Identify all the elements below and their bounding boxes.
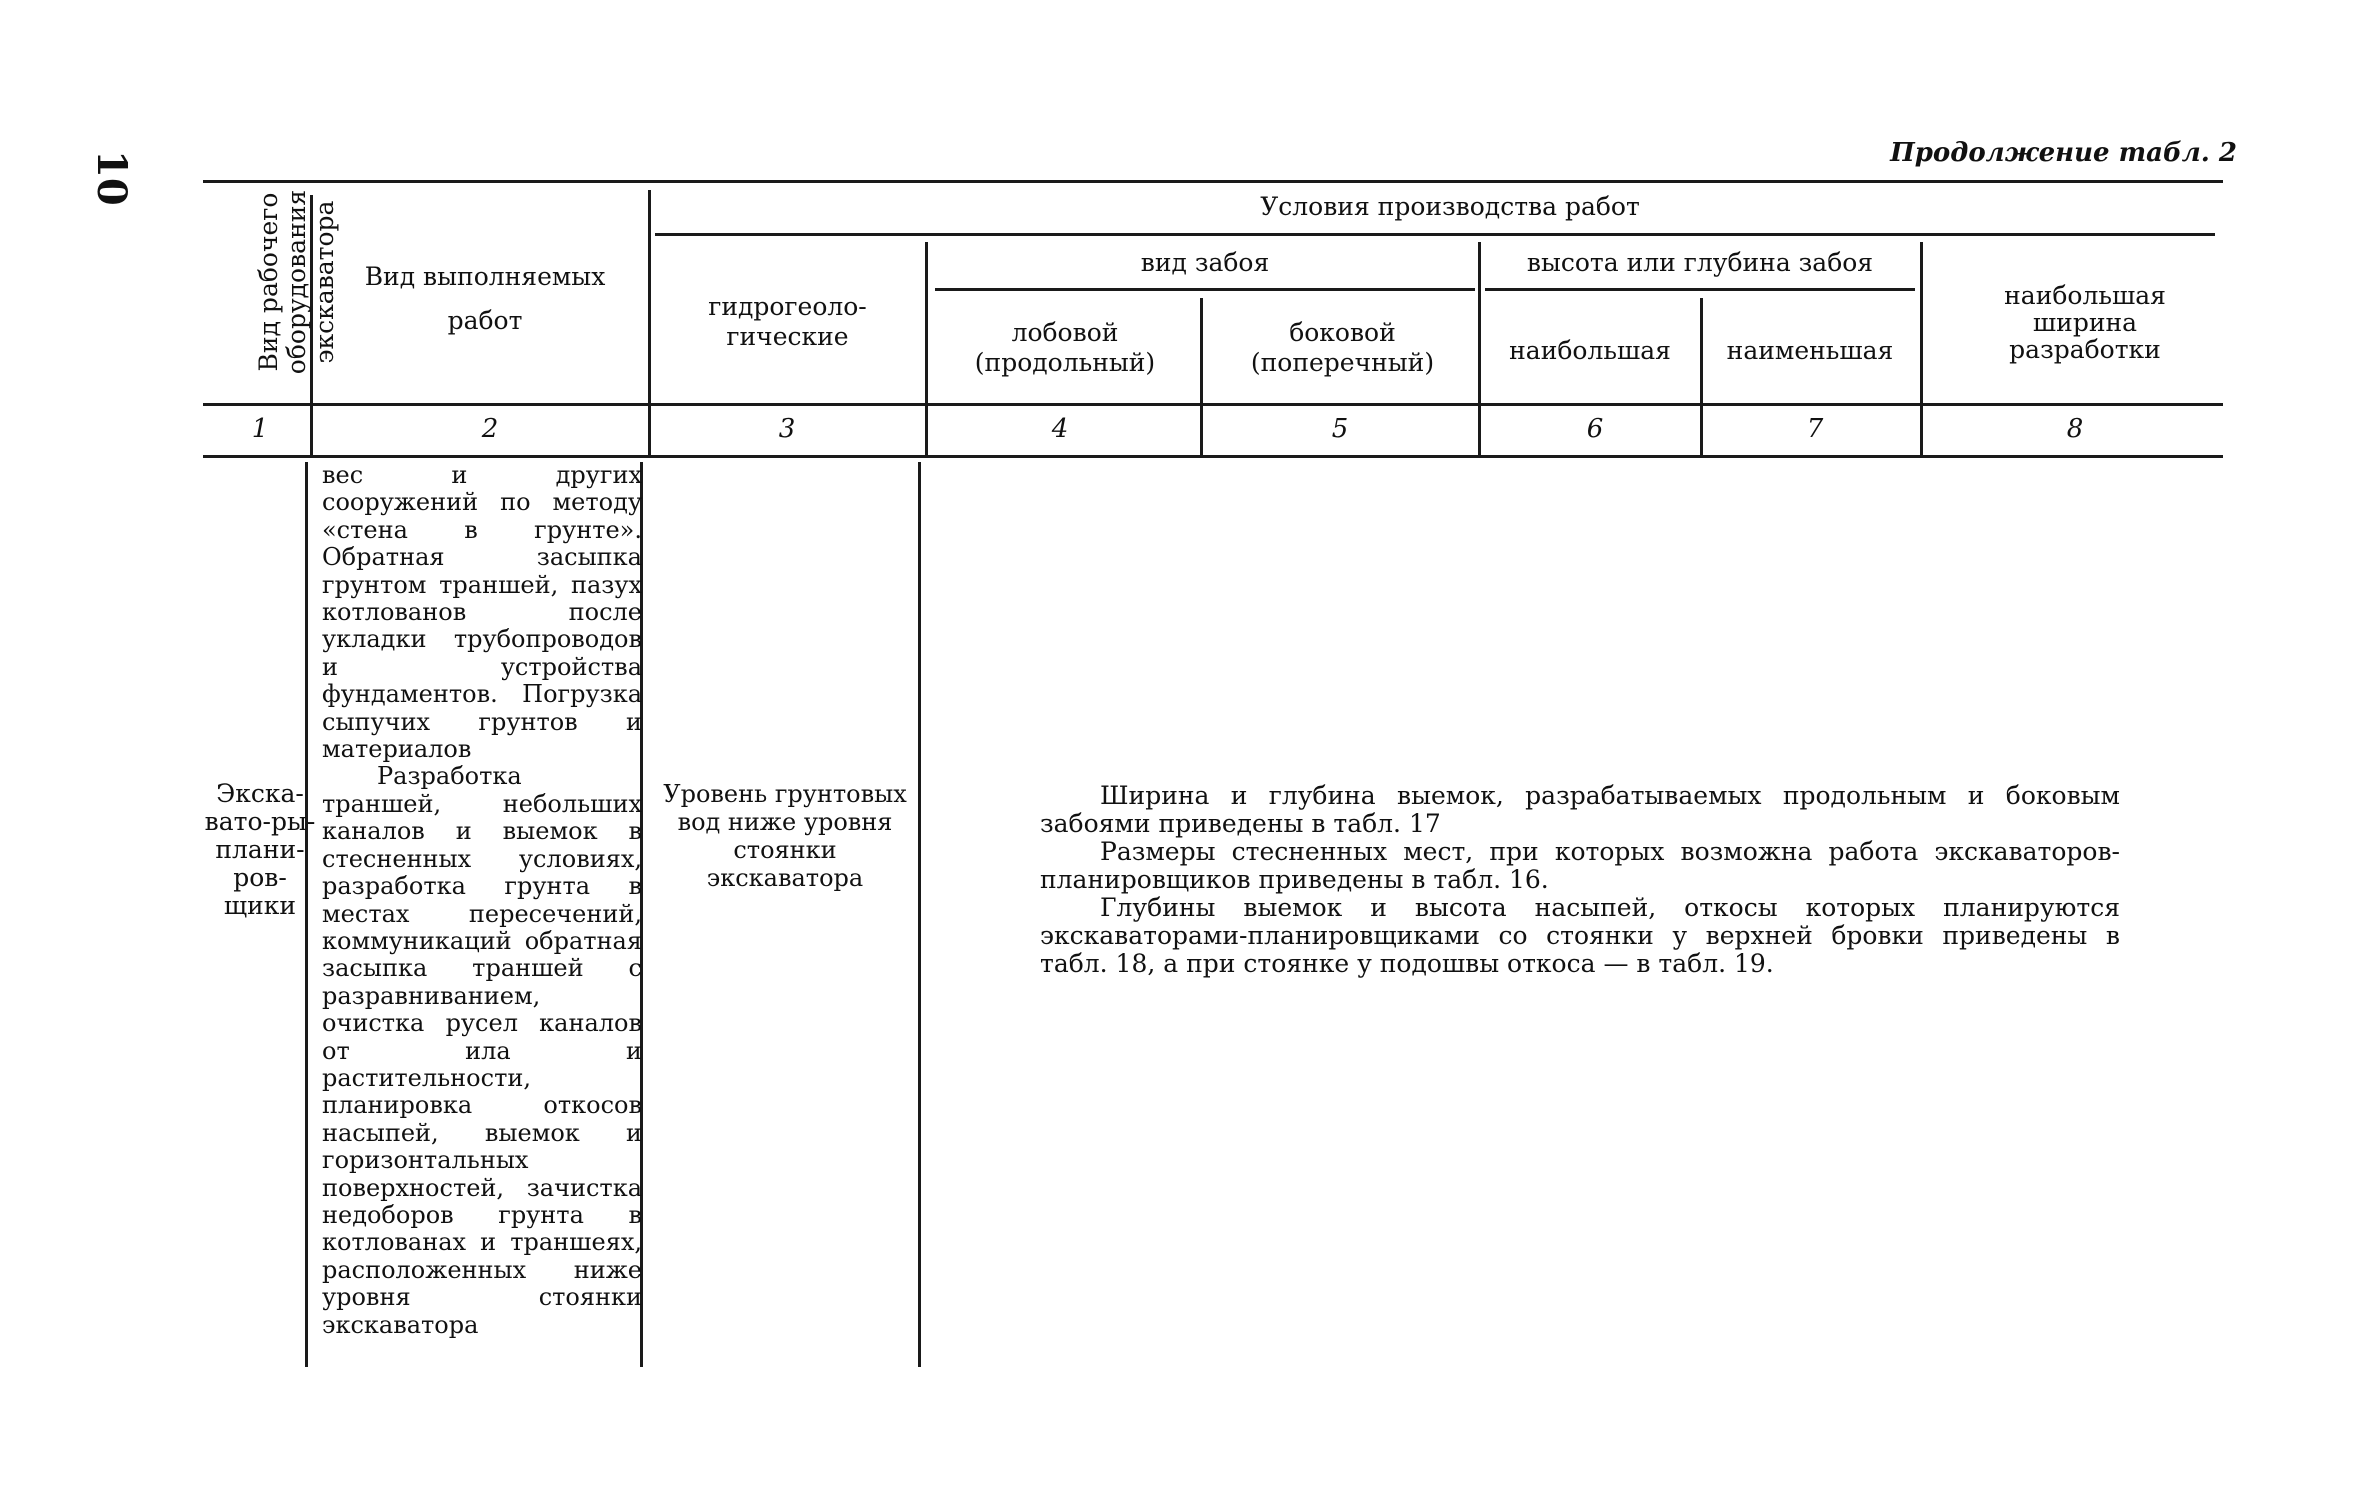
header-max-width: наибольшая ширина разработки xyxy=(2004,281,2166,364)
equipment-type-cell: Экска-вато-ры-плани-ров-щики xyxy=(204,779,316,920)
col5-col6-divider xyxy=(1478,242,1481,455)
col3-col4-divider-body xyxy=(918,462,921,1367)
height-depth-underline xyxy=(1485,288,1915,291)
col6-col7-divider xyxy=(1700,298,1703,455)
work-types-cell xyxy=(322,462,642,1339)
merged-notes-cell xyxy=(1040,782,2120,978)
col2-col3-divider xyxy=(648,190,651,455)
work-types-paragraph-2: Разработка траншей, небольших каналов и выемок в стесненных условиях, разработка грунта в местах пересечений, коммуникаций обратная засыпка траншей с разравниванием, очистка русел каналов от ила и растительности, планировка откосов насыпей, выемок и горизонтальных поверхностей, зачистка недоборов грунта в котлованах и траншеях, расположенных ниже уровня стоянки экскаватора xyxy=(322,762,642,1339)
col3-col4-divider xyxy=(925,242,928,455)
header-equipment-type: Вид рабочего оборудования экскаватора xyxy=(254,189,339,375)
page-number: 10 xyxy=(88,150,135,206)
column-number-7: 7 xyxy=(1806,414,1824,444)
column-number-5: 5 xyxy=(1331,414,1349,444)
column-number-4: 4 xyxy=(1051,414,1069,444)
face-type-underline xyxy=(935,288,1475,291)
header-hydrogeological: гидрогеоло-гические xyxy=(708,292,867,351)
note-2: Размеры стесненных мест, при которых возможна работа экскаваторов-планировщиков приведены в табл. 16. xyxy=(1040,837,2120,894)
header-min-height: наименьшая xyxy=(1726,336,1894,365)
header-work-type xyxy=(330,255,640,343)
header-work-type-text: Вид выполняемых работ xyxy=(364,262,606,335)
column-number-3: 3 xyxy=(778,414,796,444)
col7-col8-divider xyxy=(1920,242,1923,455)
col4-col5-divider xyxy=(1200,298,1203,455)
table-top-rule xyxy=(203,180,2223,183)
table-continuation-label: Продолжение табл. 2 xyxy=(1890,138,2237,168)
note-3: Глубины выемок и высота насыпей, откосы которых планируются экскаваторами-планировщиками со стоянки у верхней бровки приведены в табл. 18, а при стоянке у подошвы откоса — в табл. 19. xyxy=(1040,893,2120,978)
column-number-6: 6 xyxy=(1586,414,1604,444)
conditions-underline xyxy=(655,233,2215,236)
header-frontal-face: лобовой (продольный) xyxy=(974,318,1156,377)
column-numbers-rule xyxy=(203,455,2223,458)
column-number-2: 2 xyxy=(481,414,499,444)
header-height-depth-group: высота или глубина забоя xyxy=(1526,248,1874,277)
header-side-face: боковой (поперечный) xyxy=(1250,318,1435,377)
header-conditions-group: Условия производства работ xyxy=(1260,192,1640,221)
header-max-height: наибольшая xyxy=(1509,336,1671,365)
column-number-1: 1 xyxy=(251,414,269,444)
note-1: Ширина и глубина выемок, разрабатываемых продольным и боковым забоями приведены в табл. 17 xyxy=(1040,781,2120,838)
column-number-8: 8 xyxy=(2066,414,2084,444)
work-types-paragraph-1: вес и других сооружений по методу «стена в грунте». Обратная засыпка грунтом траншей, пазух котлованов после укладки трубопроводов и устройства фундаментов. Погрузка сыпучих грунтов и материалов xyxy=(322,461,642,764)
hydrogeological-cell: Уровень грунтовых вод ниже уровня стоянки экскаватора xyxy=(663,780,907,892)
header-face-type-group: вид забоя xyxy=(1140,248,1270,277)
